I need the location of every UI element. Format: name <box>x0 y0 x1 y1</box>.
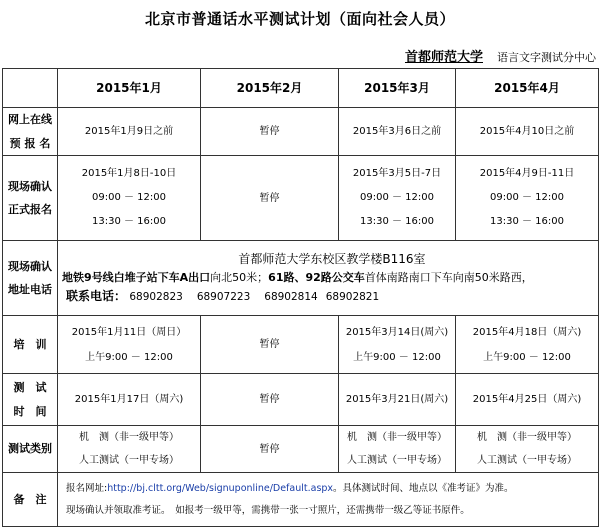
category-line: 机 测（非一级甲等） <box>79 432 179 443</box>
row-label <box>3 241 58 316</box>
cell <box>339 426 456 473</box>
bus-lines: 61路、92路公交车 <box>268 271 365 285</box>
cell <box>339 316 456 374</box>
row-label: 培 训 <box>3 316 58 374</box>
cell: 暂停 <box>201 426 339 473</box>
address-cell <box>58 241 599 316</box>
cell <box>339 156 456 241</box>
column-header: 2015年3月 <box>339 69 456 108</box>
time: 13:30 － 16:00 <box>360 216 434 227</box>
cell <box>58 156 201 241</box>
phone-number: 68902814 <box>264 290 318 303</box>
table-row <box>3 316 599 374</box>
time: 09:00 － 12:00 <box>490 192 564 203</box>
subway-directions: 地铁9号线白堆子站下车A出口 <box>62 271 211 285</box>
label-line: 网上在线 <box>8 113 52 127</box>
phone-number: 68902823 <box>129 290 183 303</box>
row-label <box>3 374 58 426</box>
center-name: 语言文字测试分中心 <box>497 51 596 64</box>
label-line: 预 报 名 <box>9 136 51 150</box>
notes-cell <box>58 473 599 527</box>
cell: 2015年4月25日（周六) <box>456 374 599 426</box>
table-row <box>3 374 599 426</box>
notes-line: 现场确认并领取准考证。 如报考一级甲等，需携带一张一寸照片，还需携带一级乙等证书原件。 <box>66 504 470 516</box>
row-label <box>3 108 58 156</box>
cell: 2015年1月17日（周六) <box>58 374 201 426</box>
category-line: 机 测（非一级甲等） <box>347 432 447 443</box>
cell: 暂停 <box>201 156 339 241</box>
address-line: 首都师范大学东校区教学楼B116室 <box>238 252 426 267</box>
organization <box>383 46 596 65</box>
category-line: 人工测试（一甲专场） <box>347 455 447 466</box>
cell: 2015年3月21日(周六) <box>339 374 456 426</box>
cell: 2015年1月9日之前 <box>58 108 201 156</box>
cell: 暂停 <box>201 108 339 156</box>
notes-prefix: 报名网址: <box>66 482 108 494</box>
cell: 2015年4月10日之前 <box>456 108 599 156</box>
phone-number: 68902821 <box>325 290 380 303</box>
cell <box>456 316 599 374</box>
cell: 2015年3月6日之前 <box>339 108 456 156</box>
schedule-table <box>2 68 599 527</box>
time: 13:30 － 16:00 <box>92 216 166 227</box>
label-line: 测 试 <box>13 381 47 395</box>
cell: 暂停 <box>201 374 339 426</box>
cell <box>456 426 599 473</box>
notes-suffix: 。具体测试时间、地点以《准考证》为准。 <box>333 482 514 494</box>
signup-link[interactable]: http://bj.cltt.org/Web/signuponline/Default.aspx <box>107 482 334 494</box>
label-line: 现场确认 <box>8 259 52 273</box>
category-line: 人工测试（一甲专场） <box>79 455 179 466</box>
label-line: 正式报名 <box>8 203 52 216</box>
bus-directions: 首体南路南口下车向南50米路西， <box>364 271 533 285</box>
category-line: 机 测（非一级甲等） <box>477 432 577 443</box>
row-label: 备 注 <box>3 473 58 527</box>
label-line: 现场确认 <box>8 179 52 193</box>
column-header: 2015年1月 <box>58 69 201 108</box>
column-header: 2015年4月 <box>456 69 599 108</box>
time: 上午9:00 － 12:00 <box>353 351 441 363</box>
phone-label: 联系电话： <box>66 288 127 303</box>
university-name: 首都师范大学 <box>404 50 483 65</box>
date: 2015年4月9日-11日 <box>479 168 575 179</box>
table-row <box>3 108 599 156</box>
date: 2015年1月8日-10日 <box>81 168 177 179</box>
cell: 暂停 <box>201 316 339 374</box>
row-label: 测试类别 <box>3 426 58 473</box>
column-header: 2015年2月 <box>201 69 339 108</box>
date: 2015年3月5日-7日 <box>352 168 442 179</box>
date: 2015年1月11日（周日） <box>71 326 187 338</box>
date: 2015年4月18日（周六) <box>472 326 582 338</box>
phone-line <box>66 287 598 306</box>
row-label <box>3 156 58 241</box>
time: 上午9:00 － 12:00 <box>483 351 571 363</box>
cell <box>58 426 201 473</box>
cell <box>456 156 599 241</box>
label-line: 地址电话 <box>8 283 52 296</box>
table-row <box>3 241 599 316</box>
table-row <box>3 426 599 473</box>
cell <box>58 316 201 374</box>
table-row <box>3 156 599 241</box>
time: 上午9:00 － 12:00 <box>85 351 173 363</box>
category-line: 人工测试（一甲专场） <box>477 455 577 466</box>
phone-number: 68907223 <box>196 290 251 303</box>
time: 09:00 － 12:00 <box>92 192 166 203</box>
time: 13:30 － 16:00 <box>490 216 564 227</box>
header-row <box>3 69 599 108</box>
table-row <box>3 473 599 527</box>
time: 09:00 － 12:00 <box>360 192 434 203</box>
date: 2015年3月14日(周六) <box>345 326 449 338</box>
page-title: 北京市普通话水平测试计划（面向社会人员） <box>144 10 455 28</box>
notes-line <box>66 478 598 500</box>
label-line: 时 间 <box>13 404 47 418</box>
directions <box>62 269 598 287</box>
subway-distance: 向北50米； <box>210 271 269 285</box>
